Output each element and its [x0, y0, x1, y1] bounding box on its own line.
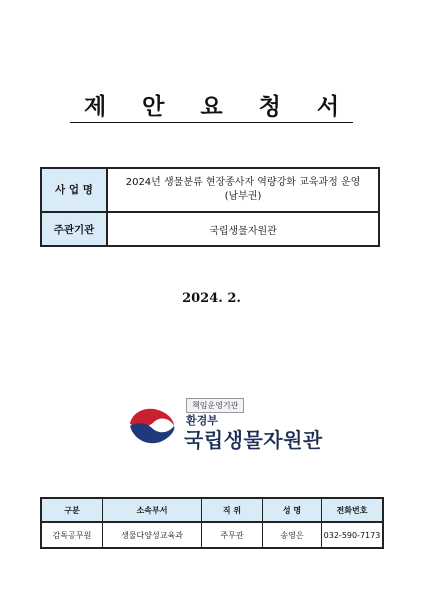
contact-header-row	[41, 498, 383, 522]
ministry-name: 환경부	[186, 414, 218, 427]
contact-row	[41, 522, 383, 548]
institution-logo	[126, 398, 326, 454]
col-header-category: 구분	[41, 498, 103, 522]
project-name-line2: (남부권)	[224, 191, 262, 202]
contact-table	[40, 497, 384, 549]
cell-position: 주무관	[202, 522, 263, 548]
document-title-text: 제 안 요 청 서	[70, 93, 353, 123]
document-title	[0, 88, 423, 121]
col-header-position: 직 위	[202, 498, 263, 522]
cell-phone: 032-590-7173	[322, 522, 384, 548]
info-label: 주관기관	[41, 212, 107, 246]
col-header-name: 성 명	[263, 498, 322, 522]
agency-badge: 책임운영기관	[186, 398, 244, 413]
info-label: 사 업 명	[41, 168, 107, 212]
info-value: 국립생물자원관	[107, 212, 379, 246]
col-header-phone: 전화번호	[322, 498, 384, 522]
col-header-department: 소속부서	[103, 498, 202, 522]
project-info-table	[40, 167, 380, 247]
cell-category: 감독공무원	[41, 522, 103, 548]
info-value	[107, 168, 379, 212]
taegeuk-emblem-icon	[126, 404, 178, 448]
document-date: 2024. 2.	[182, 291, 241, 306]
project-name-line1: 2024년 생물분류 현장종사자 역량강화 교육과정 운영	[125, 177, 361, 188]
organization-name: 국립생물자원관	[184, 428, 323, 452]
cell-name: 송영은	[263, 522, 322, 548]
info-row-project-name	[41, 168, 379, 212]
cell-department: 생물다양성교육과	[103, 522, 202, 548]
info-row-host-org	[41, 212, 379, 246]
